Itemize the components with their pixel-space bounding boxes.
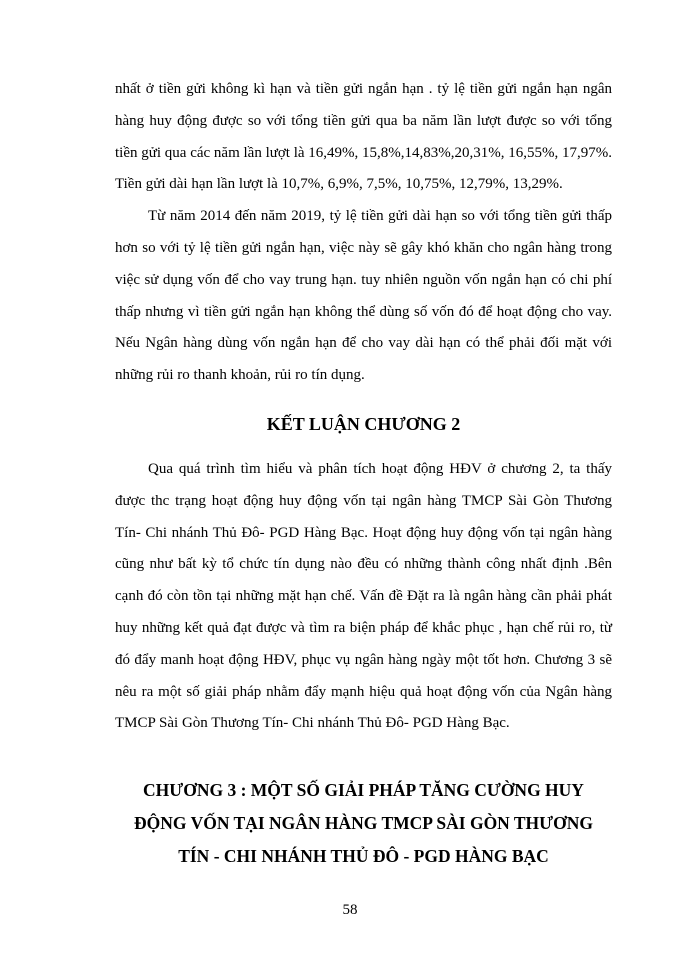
chapter-3-heading-line-2: ĐỘNG VỐN TẠI NGÂN HÀNG TMCP SÀI GÒN THƯƠNG — [134, 813, 593, 834]
chapter-3-heading-line-3: TÍN - CHI NHÁNH THỦ ĐÔ - PGD HÀNG BẠC — [178, 846, 549, 867]
conclusion-heading: KẾT LUẬN CHƯƠNG 2 — [266, 413, 461, 434]
paragraph-deposit-ratios: nhất ở tiền gửi không kì hạn và tiền gửi ngắn hạn . tỷ lệ tiền gửi ngắn hạn ngân hàng huy động được so với tổng tiền gửi qua ba năm lần lượt được so với tổng tiền gửi qua các năm lần lượt là 16,49%, 15,8%,14,83%,20,31%, 16,55%, 17,97%. Tiền gửi dài hạn lần lượt là 10,7%, 6,9%, 7,5%, 10,75%, 12,79%, 13,29%. — [115, 81, 613, 193]
page-number: 58 — [342, 902, 358, 918]
conclusion-body: Qua quá trình tìm hiểu và phân tích hoạt động HĐV ở chương 2, ta thấy được thc trạng hoạt động huy động vốn tại ngân hàng TMCP Sài Gòn Thương Tín- Chi nhánh Thủ Đô- PGD Hàng Bạc. Hoạt động huy động vốn tại ngân hàng cũng như bất kỳ tổ chức tín dụng nào đều có những thành công nhất định .Bên cạnh đó còn tồn tại những mặt hạn chế. Vấn đề Đặt ra là ngân hàng cần phải phát huy những kết quả đạt được và tìm ra biện pháp để khắc phục , hạn chế rủi ro, từ đó đẩy manh hoạt động HĐV, phục vụ ngân hàng ngày một tốt hơn. Chương 3 sẽ nêu ra một số giải pháp nhằm đẩy mạnh hiệu quả hoạt động vốn của Ngân hàng TMCP Sài Gòn Thương Tín- Chi nhánh Thủ Đô- PGD Hàng Bạc. — [115, 460, 612, 732]
chapter-3-heading-line-1: CHƯƠNG 3 : MỘT SỐ GIẢI PHÁP TĂNG CƯỜNG HUY — [143, 780, 584, 801]
chapter-3-heading — [109, 774, 618, 873]
paragraph-long-term-deposits: Từ năm 2014 đến năm 2019, tỷ lệ tiền gửi dài hạn so với tổng tiền gửi thấp hơn so với tỷ lệ tiền gửi ngắn hạn, việc này sẽ gây khó khăn cho ngân hàng trong việc sử dụng vốn để cho vay trung hạn. tuy nhiên nguồn vốn ngắn hạn có chi phí thấp nhưng vì tiền gửi ngắn hạn không thể dùng số vốn đó để hoạt động cho vay. Nếu Ngân hàng dùng vốn ngắn hạn để cho vay dài hạn có thể phải đối mặt với những rủi ro thanh khoản, rủi ro tín dụng. — [115, 208, 612, 384]
